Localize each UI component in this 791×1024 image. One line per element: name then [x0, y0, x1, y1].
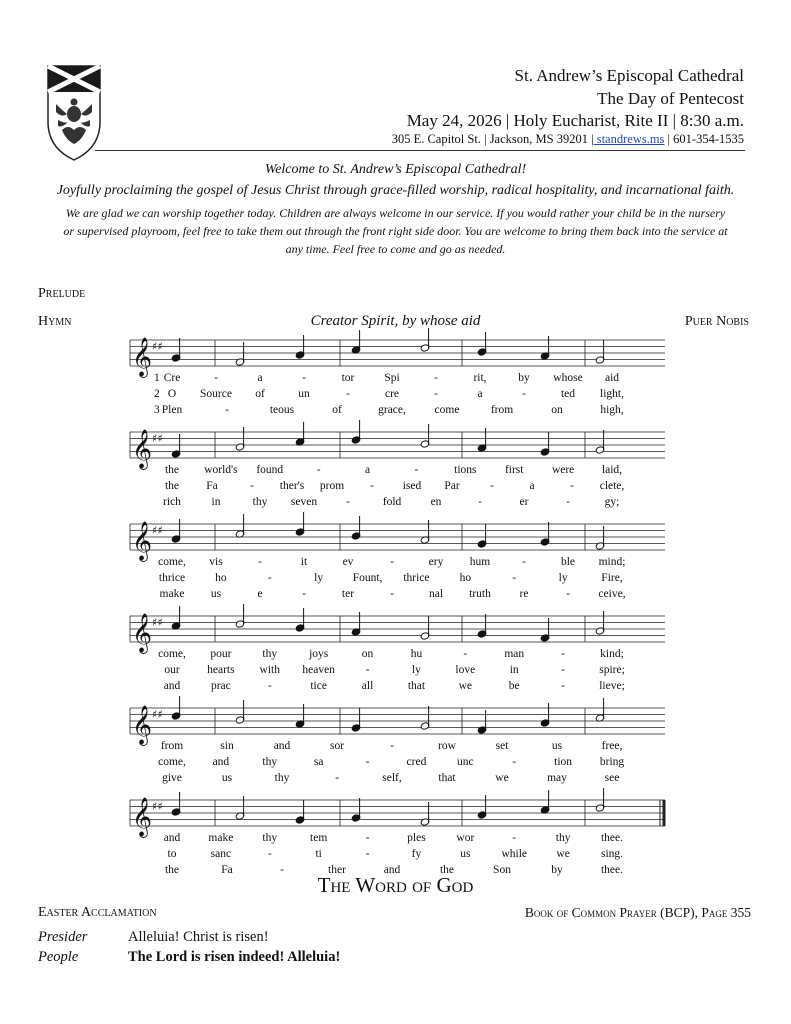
svg-text:𝄞: 𝄞 — [132, 521, 153, 561]
lyric-syllable: cre — [384, 388, 400, 400]
service-info: May 24, 2026 | Holy Eucharist, Rite II | 8:30 a.m. — [406, 111, 744, 130]
address: 305 E. Capitol St. | Jackson, MS 39201 | — [391, 132, 594, 146]
svg-text:♯♯: ♯♯ — [152, 524, 163, 537]
lyric-syllable: - — [566, 588, 570, 600]
lyric-syllable: row — [438, 740, 456, 752]
contact-line — [392, 132, 744, 147]
lyric-syllable: - — [365, 756, 370, 768]
lyric-syllable: come, — [158, 756, 186, 768]
lyric-syllable: laid, — [601, 464, 623, 476]
lyric-syllable: thy — [274, 772, 290, 784]
lyric-syllable: - — [561, 664, 566, 676]
lyric-syllable: - — [512, 832, 517, 844]
lyric-syllable: - — [267, 572, 272, 584]
hymn-tune: Puer Nobis — [684, 314, 749, 329]
lyric-syllable: - — [370, 480, 374, 492]
lyric-syllable: ly — [411, 664, 421, 676]
lyric-syllable: er — [519, 496, 529, 508]
lyric-syllable: we — [495, 772, 509, 784]
lyric-syllable: a — [529, 480, 535, 492]
lyric-syllable: sanc — [210, 848, 232, 860]
lyric-syllable: thee. — [600, 832, 624, 844]
lyric-syllable: clete, — [599, 480, 625, 492]
lyric-syllable: us — [460, 848, 471, 860]
lyric-syllable: aid — [604, 372, 620, 384]
lyric-line — [0, 588, 791, 604]
lyric-syllable: fold — [382, 496, 402, 508]
lyric-syllable: free, — [601, 740, 623, 752]
lyric-syllable: hu — [410, 648, 423, 660]
lyric-syllable: sa — [313, 756, 324, 768]
lyric-line — [0, 756, 791, 772]
lyric-line — [0, 848, 791, 864]
lyric-syllable: self, — [382, 772, 402, 784]
lyric-syllable: set — [495, 740, 509, 752]
lyric-syllable: Plen — [161, 404, 183, 416]
lyric-syllable: tem — [310, 832, 328, 844]
lyric-syllable: hearts — [207, 664, 235, 676]
lyric-syllable: Cre — [163, 372, 181, 384]
lyric-syllable: thrice — [158, 572, 186, 584]
lyric-syllable: joys — [309, 648, 329, 660]
people-text: The Lord is risen indeed! Alleluia! — [128, 949, 341, 965]
lyric-syllable: ti — [315, 848, 322, 860]
lyric-syllable: re — [519, 588, 529, 600]
lyric-syllable: tice — [310, 680, 327, 692]
lyric-syllable: the — [439, 864, 455, 876]
lyric-syllable: and — [163, 680, 181, 692]
lyric-syllable: we — [556, 848, 570, 860]
svg-text:♯♯: ♯♯ — [152, 432, 163, 445]
lyric-syllable: light, — [600, 388, 624, 400]
lyric-syllable: lieve; — [599, 680, 625, 692]
lyric-syllable: the — [164, 480, 180, 492]
lyric-syllable: sor — [329, 740, 345, 752]
lyric-syllable: tions — [454, 464, 477, 476]
lyric-syllable: - — [478, 496, 482, 508]
lyric-line — [0, 480, 791, 496]
lyric-syllable: on — [361, 648, 374, 660]
lyric-syllable: vis — [209, 556, 223, 568]
hymn-title: Creator Spirit, by whose aid — [310, 313, 481, 329]
lyric-syllable: nal — [428, 588, 444, 600]
bcp-reference: Book of Common Prayer (BCP), Page 355 — [524, 905, 751, 920]
lyric-syllable: we — [458, 680, 473, 692]
lyric-syllable: heaven — [302, 664, 335, 676]
lyric-syllable: - — [522, 556, 526, 568]
lyric-syllable: wor — [456, 832, 475, 844]
lyric-syllable: ted — [560, 388, 576, 400]
lyric-syllable: found — [256, 464, 284, 476]
lyric-syllable: come, — [158, 648, 186, 660]
lyric-syllable: it — [300, 556, 308, 568]
lyric-syllable: - — [561, 680, 566, 692]
lyric-syllable: ples — [407, 832, 426, 844]
lyric-syllable: were — [551, 464, 575, 476]
lyric-syllable: thrice — [403, 572, 430, 584]
lyric-syllable: and — [163, 832, 181, 844]
hymn-label: Hymn — [38, 314, 72, 329]
lyric-syllable: Source — [200, 388, 232, 400]
lyric-line — [0, 388, 791, 404]
verse-number: 3 — [154, 404, 160, 416]
section-title: The Word of God — [317, 873, 474, 897]
lyric-syllable: un — [298, 388, 310, 400]
lyric-syllable: prom — [319, 480, 345, 492]
lyric-syllable: ly — [314, 572, 324, 584]
lyric-syllable: to — [167, 848, 177, 860]
lyric-syllable: rich — [163, 496, 181, 508]
lyric-syllable: first — [504, 464, 524, 476]
svg-text:𝄞: 𝄞 — [132, 613, 153, 653]
lyric-syllable: - — [390, 740, 394, 752]
lyric-syllable: thy — [555, 832, 571, 844]
lyric-line — [0, 740, 791, 756]
lyric-line — [0, 772, 791, 788]
lyric-syllable: Son — [493, 864, 511, 876]
svg-text:𝄞: 𝄞 — [132, 797, 153, 837]
lyric-syllable: - — [346, 496, 350, 508]
svg-text:𝄞: 𝄞 — [132, 337, 153, 377]
lyric-syllable: whose — [553, 372, 583, 384]
lyric-syllable: - — [566, 496, 570, 508]
lyric-syllable: ho — [459, 572, 472, 584]
lyric-syllable: and — [212, 756, 230, 768]
verse-number: 2 — [154, 388, 160, 400]
svg-text:♯♯: ♯♯ — [152, 616, 163, 629]
lyric-line — [0, 680, 791, 696]
lyric-syllable: - — [302, 372, 306, 384]
lyric-syllable: - — [335, 772, 339, 784]
lyric-syllable: come, — [158, 556, 186, 568]
lyric-syllable: with — [259, 664, 280, 676]
lyric-syllable: in — [211, 496, 221, 508]
lyric-syllable: - — [434, 388, 438, 400]
lyric-syllable: - — [225, 404, 229, 416]
lyric-syllable: grace, — [378, 404, 406, 416]
lyric-syllable: pour — [210, 648, 232, 660]
lyric-line — [0, 832, 791, 848]
lyric-syllable: kind; — [600, 648, 624, 660]
lyric-syllable: world's — [204, 464, 238, 476]
lyric-syllable: tion — [554, 756, 573, 768]
lyric-line — [0, 648, 791, 664]
lyric-syllable: of — [255, 388, 265, 400]
lyric-syllable: that — [407, 680, 426, 692]
lyric-syllable: while — [501, 848, 527, 860]
lyric-syllable: ised — [402, 480, 422, 492]
lyric-syllable: - — [267, 848, 272, 860]
lyric-syllable: tor — [341, 372, 355, 384]
verse-number: 1 — [154, 372, 160, 384]
lyric-syllable: - — [250, 480, 254, 492]
website-link[interactable]: standrews.ms — [593, 132, 665, 146]
lyric-syllable: ble — [560, 556, 576, 568]
lyric-line — [0, 404, 791, 420]
svg-text:♯♯: ♯♯ — [152, 708, 163, 721]
lyric-syllable: - — [522, 388, 526, 400]
svg-text:𝄞: 𝄞 — [132, 429, 153, 469]
lyric-line — [0, 496, 791, 512]
lyric-syllable: the — [164, 464, 180, 476]
lyric-syllable: teous — [269, 404, 295, 416]
lyric-syllable: from — [490, 404, 514, 416]
lyric-syllable: give — [162, 772, 182, 784]
lyric-syllable: prac — [210, 680, 231, 692]
lyric-syllable: and — [383, 864, 401, 876]
lyric-syllable: Fa — [206, 480, 218, 492]
lyric-syllable: - — [280, 864, 284, 876]
phone: | 601-354-1535 — [664, 132, 744, 146]
lyric-syllable: ceive, — [598, 588, 626, 600]
lyric-syllable: ho — [215, 572, 227, 584]
lyric-syllable: sing. — [600, 848, 624, 860]
lyric-syllable: spire; — [599, 664, 625, 676]
lyric-syllable: come — [434, 404, 460, 416]
lyric-syllable: ly — [558, 572, 568, 584]
lyric-syllable: - — [512, 756, 517, 768]
welcome-heading: Welcome to St. Andrew’s Episcopal Cathedral! — [264, 162, 527, 177]
lyric-syllable: a — [257, 372, 263, 384]
lyric-syllable: mind; — [598, 556, 626, 568]
lyric-syllable: unc — [457, 756, 474, 768]
lyric-syllable: ther's — [279, 480, 305, 492]
lyric-syllable: cred — [406, 756, 427, 768]
lyric-syllable: ter — [341, 588, 355, 600]
lyric-syllable: Fire, — [601, 572, 623, 584]
lyric-line — [0, 572, 791, 588]
lyric-syllable: seven — [290, 496, 318, 508]
svg-text:𝄞: 𝄞 — [132, 705, 153, 745]
lyric-syllable: - — [346, 388, 350, 400]
lyric-syllable: by — [518, 372, 530, 384]
lyric-syllable: - — [490, 480, 494, 492]
liturgical-day: The Day of Pentecost — [597, 89, 744, 108]
lyric-syllable: bring — [599, 756, 625, 768]
lyric-syllable: - — [463, 648, 468, 660]
lyric-syllable: in — [509, 664, 519, 676]
lyric-syllable: e — [257, 588, 263, 600]
lyric-syllable: from — [160, 740, 184, 752]
lyric-syllable: - — [390, 556, 394, 568]
lyric-syllable: - — [214, 372, 218, 384]
presider-label: Presider — [38, 929, 88, 945]
lyric-syllable: on — [551, 404, 563, 416]
lyric-syllable: sin — [220, 740, 234, 752]
lyric-syllable: high, — [600, 404, 624, 416]
acclamation-label: Easter Acclamation — [38, 905, 157, 920]
welcome-text-1: We are glad we can worship together today. Children are always welcome in our service. If you would rather your child be in the nursery — [65, 206, 726, 220]
lyric-syllable: - — [570, 480, 574, 492]
header-rule — [95, 150, 745, 151]
lyric-syllable: - — [365, 664, 370, 676]
lyric-syllable: a — [364, 464, 371, 476]
cathedral-shield-logo — [46, 64, 102, 162]
lyric-syllable: thy — [252, 496, 268, 508]
lyric-syllable: thy — [262, 648, 278, 660]
lyric-syllable: and — [273, 740, 291, 752]
lyric-syllable: be — [508, 680, 520, 692]
lyric-line — [0, 664, 791, 680]
lyric-syllable: ev — [342, 556, 354, 568]
lyric-syllable: make — [159, 588, 185, 600]
lyric-syllable: - — [414, 464, 419, 476]
lyric-syllable: truth — [469, 588, 491, 600]
lyric-syllable: our — [164, 664, 180, 676]
lyric-syllable: - — [561, 648, 566, 660]
lyric-syllable: that — [438, 772, 456, 784]
lyric-syllable: Spi — [384, 372, 400, 384]
lyric-syllable: en — [430, 496, 442, 508]
lyric-syllable: - — [365, 832, 370, 844]
lyric-syllable: - — [258, 556, 262, 568]
lyric-syllable: Fa — [221, 864, 233, 876]
lyric-syllable: hum — [469, 556, 491, 568]
lyric-syllable: make — [208, 832, 234, 844]
lyric-syllable: - — [434, 372, 438, 384]
lyric-syllable: - — [512, 572, 517, 584]
lyric-syllable: O — [167, 388, 177, 400]
lyric-syllable: love — [455, 664, 476, 676]
lyric-line — [0, 556, 791, 572]
lyric-syllable: by — [551, 864, 563, 876]
lyric-syllable: - — [316, 464, 321, 476]
lyric-syllable: the — [164, 864, 180, 876]
lyric-line — [0, 372, 791, 388]
lyric-syllable: rit, — [473, 372, 487, 384]
lyric-syllable: - — [365, 848, 370, 860]
lyric-syllable: - — [302, 588, 306, 600]
lyric-syllable: a — [477, 388, 483, 400]
welcome-text-2: or supervised playroom, feel free to take them out through the front right side door. You are welcome to bring them back into the service at — [63, 224, 728, 238]
lyric-syllable: Par — [444, 480, 460, 492]
lyric-line — [0, 464, 791, 480]
mission-statement: Joyfully proclaiming the gospel of Jesus Christ through grace-filled worship, radical hospitality, and incarnational faith. — [56, 183, 735, 198]
lyric-syllable: Fount, — [352, 572, 383, 584]
svg-text:♯♯: ♯♯ — [152, 800, 163, 813]
lyric-syllable: fy — [411, 848, 422, 860]
prelude-label: Prelude — [38, 286, 86, 301]
lyric-syllable: man — [504, 648, 525, 660]
lyric-syllable: - — [390, 588, 394, 600]
lyric-syllable: us — [221, 772, 233, 784]
lyric-syllable: may — [547, 772, 567, 784]
lyric-syllable: thee. — [600, 864, 624, 876]
lyric-syllable: ther — [328, 864, 346, 876]
welcome-text-3: any time. Feel free to come and go as needed. — [285, 242, 506, 256]
lyric-syllable: thy — [262, 832, 278, 844]
lyric-syllable: us — [551, 740, 563, 752]
svg-text:♯♯: ♯♯ — [152, 340, 163, 353]
people-label: People — [38, 949, 79, 965]
lyric-syllable: thy — [262, 756, 278, 768]
lyric-syllable: - — [267, 680, 272, 692]
presider-text: Alleluia! Christ is risen! — [128, 929, 269, 945]
lyric-syllable: see — [604, 772, 620, 784]
lyric-syllable: us — [210, 588, 222, 600]
lyric-syllable: ery — [428, 556, 444, 568]
lyric-syllable: gy; — [604, 496, 620, 508]
lyric-syllable: of — [332, 404, 342, 416]
lyric-syllable: all — [361, 680, 374, 692]
church-name: St. Andrew’s Episcopal Cathedral — [514, 66, 744, 85]
